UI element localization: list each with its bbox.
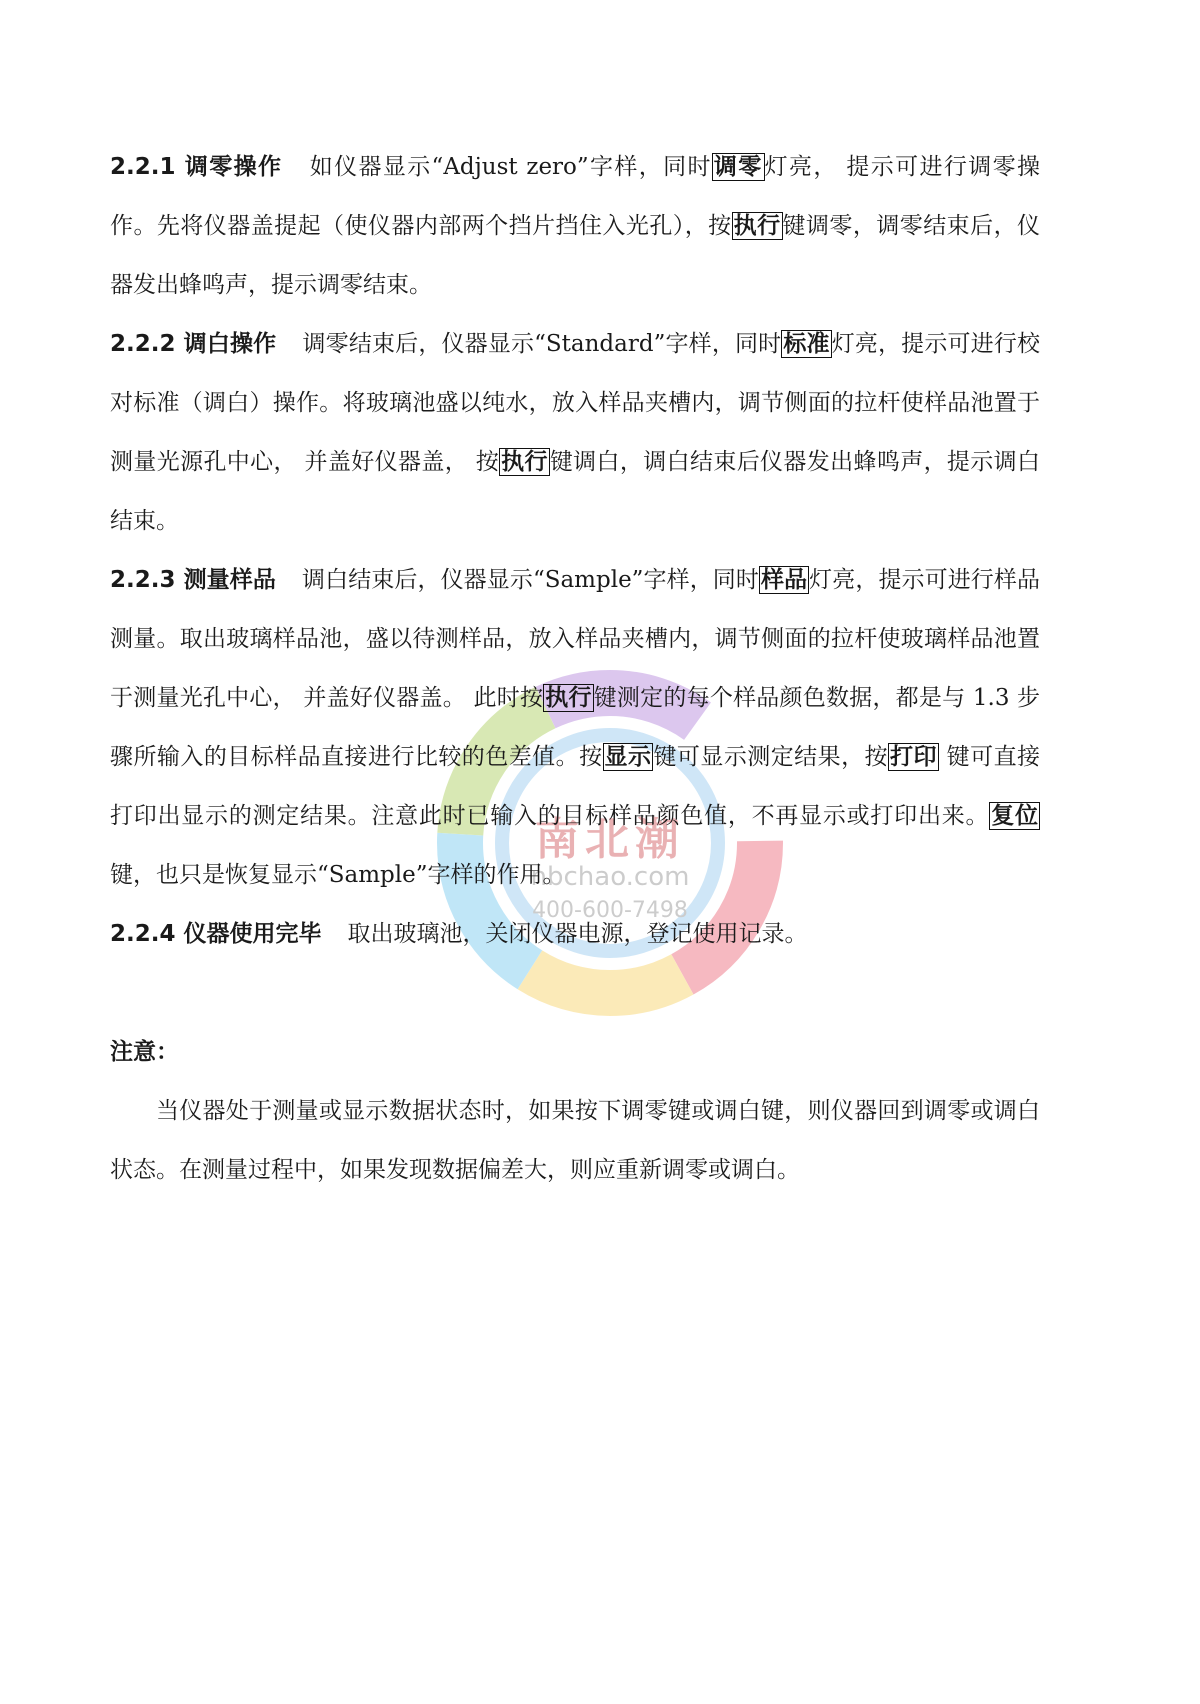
section-text: 键，也只是恢复显示“Sample”字样的作用。 [110, 862, 566, 888]
section-text: 键可直接打印出显示的测定结果。注意此时已输入的目标样品颜色值，不再显示或打印出来。 [110, 744, 1041, 829]
watermark-brand: 南北潮 [535, 814, 685, 865]
key-label-standard: 标准 [783, 331, 830, 357]
key-label-print: 打印 [890, 744, 937, 770]
key-label-execute: 执行 [545, 685, 592, 711]
section-heading: 2.2.1 调零操作 [110, 154, 283, 180]
section-text: 如仪器显示“Adjust zero”字样，同时 [308, 154, 712, 180]
notice-title: 注意： [110, 1039, 179, 1065]
key-label-display: 显示 [604, 744, 652, 770]
section-heading: 2.2.2 调白操作 [110, 331, 277, 357]
key-label-execute: 执行 [501, 449, 548, 475]
section-text: 灯亮，提示可进行校对标准（调白）操作。将玻璃池盛以纯水，放入样品夹槽内，调节侧面的拉杆使样品池置于测量光源孔中心， 并盖好仪器盖， 按 [110, 331, 1041, 475]
section-2-2-1 [110, 138, 1040, 315]
section-2-2-3 [110, 551, 1040, 905]
key-label-zero: 调零 [713, 154, 763, 180]
section-text: 取出玻璃池，关闭仪器电源，登记使用记录。 [347, 921, 808, 947]
watermark-site: nbchao.com [530, 862, 690, 892]
section-text: 键调白，调白结束后仪器发出蜂鸣声，提示调白结束。 [110, 449, 1040, 534]
section-text: 键调零，调零结束后，仪器发出蜂鸣声，提示调零结束。 [110, 213, 1041, 298]
key-label-execute: 执行 [733, 213, 781, 239]
section-text: 键可显示测定结果，按 [653, 744, 888, 770]
notice-body: 当仪器处于测量或显示数据状态时，如果按下调零键或调白键，则仪器回到调零或调白状态。在测量过程中，如果发现数据偏差大，则应重新调零或调白。 [110, 1098, 1040, 1183]
watermark-phone: 400-600-7498 [532, 898, 688, 923]
document-body [110, 138, 1040, 1200]
section-text: 灯亮， 提示可进行调零操作。先将仪器盖提起（使仪器内部两个挡片挡住入光孔），按 [110, 154, 1041, 239]
section-text: 键测定的每个样品颜色数据，都是与 1.3 步骤所输入的目标样品直接进行比较的色差值。按 [110, 685, 1041, 770]
key-label-sample: 样品 [760, 567, 808, 593]
section-text: 灯亮，提示可进行样品测量。取出玻璃样品池，盛以待测样品，放入样品夹槽内，调节侧面的拉杆使玻璃样品池置于测量光孔中心， 并盖好仪器盖。 此时按 [110, 567, 1040, 711]
section-text: 调零结束后，仪器显示“Standard”字样，同时 [302, 331, 782, 357]
section-text: 调白结束后，仪器显示“Sample”字样，同时 [301, 567, 759, 593]
section-2-2-2 [110, 315, 1040, 551]
section-2-2-4 [110, 905, 1040, 964]
key-label-reset: 复位 [991, 803, 1039, 829]
section-heading: 2.2.4 仪器使用完毕 [110, 921, 322, 947]
section-heading: 2.2.3 测量样品 [110, 567, 276, 593]
